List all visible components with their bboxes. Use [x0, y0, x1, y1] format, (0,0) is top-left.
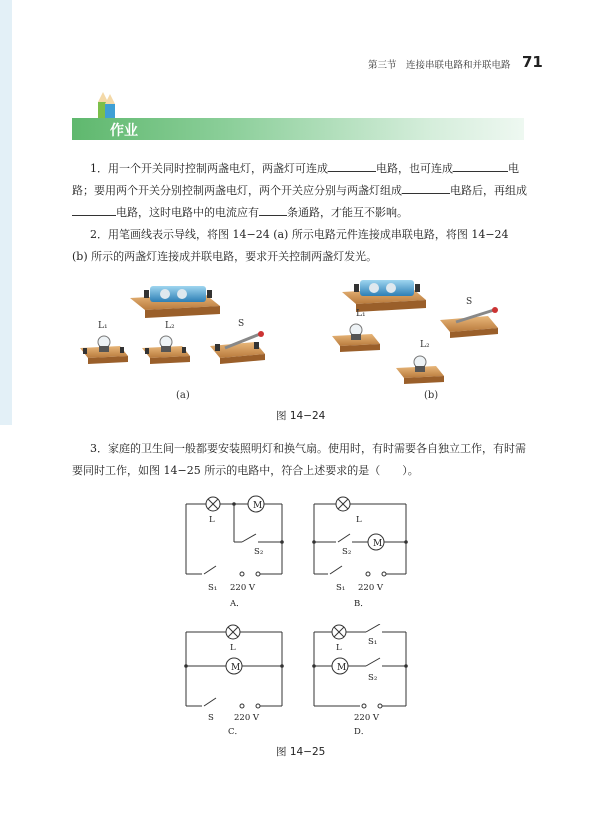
figure-14-24a: [70, 278, 290, 388]
svg-text:220 V: 220 V: [230, 583, 256, 593]
svg-text:220 V: 220 V: [234, 713, 260, 723]
svg-text:L: L: [209, 515, 215, 525]
svg-text:S₂: S₂: [254, 547, 264, 557]
lamp-l1: [332, 309, 380, 352]
svg-text:S: S: [208, 713, 214, 723]
svg-text:220 V: 220 V: [354, 713, 380, 723]
circuit-option-c: [178, 624, 293, 740]
svg-text:C．: C．: [228, 727, 244, 737]
circuit-option-d: [306, 624, 421, 740]
switch-s: [210, 319, 265, 364]
answer-blank[interactable]: [453, 159, 508, 172]
svg-text:L₂: L₂: [420, 340, 430, 350]
svg-text:M: M: [253, 501, 263, 511]
battery-box: [130, 286, 220, 318]
page-number: 71: [522, 53, 543, 71]
switch-s: [440, 297, 498, 338]
lamp-l2: [396, 340, 444, 384]
svg-text:S₁: S₁: [208, 583, 218, 593]
question-2: 2．用笔画线表示导线，将图 14−24 (a) 所示电路元件连接成串联电路，将图 14−24 (b) 所示的两盏灯连接成并联电路，要求开关控制两盏灯发光。: [72, 228, 509, 263]
battery-box: [342, 280, 426, 312]
figure-14-24b: [328, 276, 508, 386]
svg-text:S: S: [466, 297, 473, 307]
lamp-l2: [142, 321, 190, 364]
svg-text:M: M: [231, 663, 241, 673]
answer-blank[interactable]: [259, 203, 287, 216]
answer-blank[interactable]: [402, 181, 450, 194]
figure-caption-14-25: 图 14−25: [276, 746, 326, 758]
question-3: 3．家庭的卫生间一般都要安装照明灯和换气扇。使用时，有时需要各自独立工作，有时需要同时工作，如图 14−25 所示的电路中，符合上述要求的是（ ）。: [72, 442, 526, 477]
page-margin-strip: [0, 0, 12, 425]
svg-text:M: M: [337, 663, 347, 673]
svg-text:S: S: [238, 319, 245, 329]
homework-title: 作业: [110, 123, 138, 139]
svg-text:L: L: [336, 643, 342, 653]
question-1: 1．用一个开关同时控制两盏电灯，两盏灯可连成 电路，也可连成 电路；要用两个开关分别控制两盏电灯，两个开关应分别与两盏灯组成 电路后，再组成电路，这时电路中的电流应有 条通路，才能互不影响。: [72, 158, 527, 224]
svg-text:B．: B．: [354, 599, 369, 609]
svg-text:D．: D．: [354, 727, 370, 737]
figure-a-label: (a): [176, 390, 190, 401]
svg-text:L: L: [230, 643, 236, 653]
svg-text:L₁: L₁: [98, 321, 108, 331]
svg-text:S₂: S₂: [368, 673, 378, 683]
circuit-option-a: [178, 494, 293, 614]
svg-text:220 V: 220 V: [358, 583, 384, 593]
answer-blank[interactable]: [72, 203, 116, 216]
svg-text:L₁: L₁: [356, 309, 366, 319]
svg-text:L: L: [356, 515, 362, 525]
circuit-option-b: [306, 494, 421, 614]
lamp-l1: [80, 321, 128, 364]
section-header: 第三节 连接串联电路和并联电路: [368, 60, 511, 71]
answer-blank[interactable]: [328, 159, 376, 172]
figure-caption-14-24: 图 14−24: [276, 410, 326, 422]
svg-text:S₁: S₁: [368, 637, 378, 647]
figure-b-label: (b): [424, 390, 439, 401]
homework-banner: [72, 118, 524, 140]
svg-text:A．: A．: [230, 599, 245, 609]
svg-text:M: M: [373, 539, 383, 549]
svg-text:L₂: L₂: [165, 321, 175, 331]
svg-text:S₁: S₁: [336, 583, 346, 593]
svg-text:S₂: S₂: [342, 547, 352, 557]
